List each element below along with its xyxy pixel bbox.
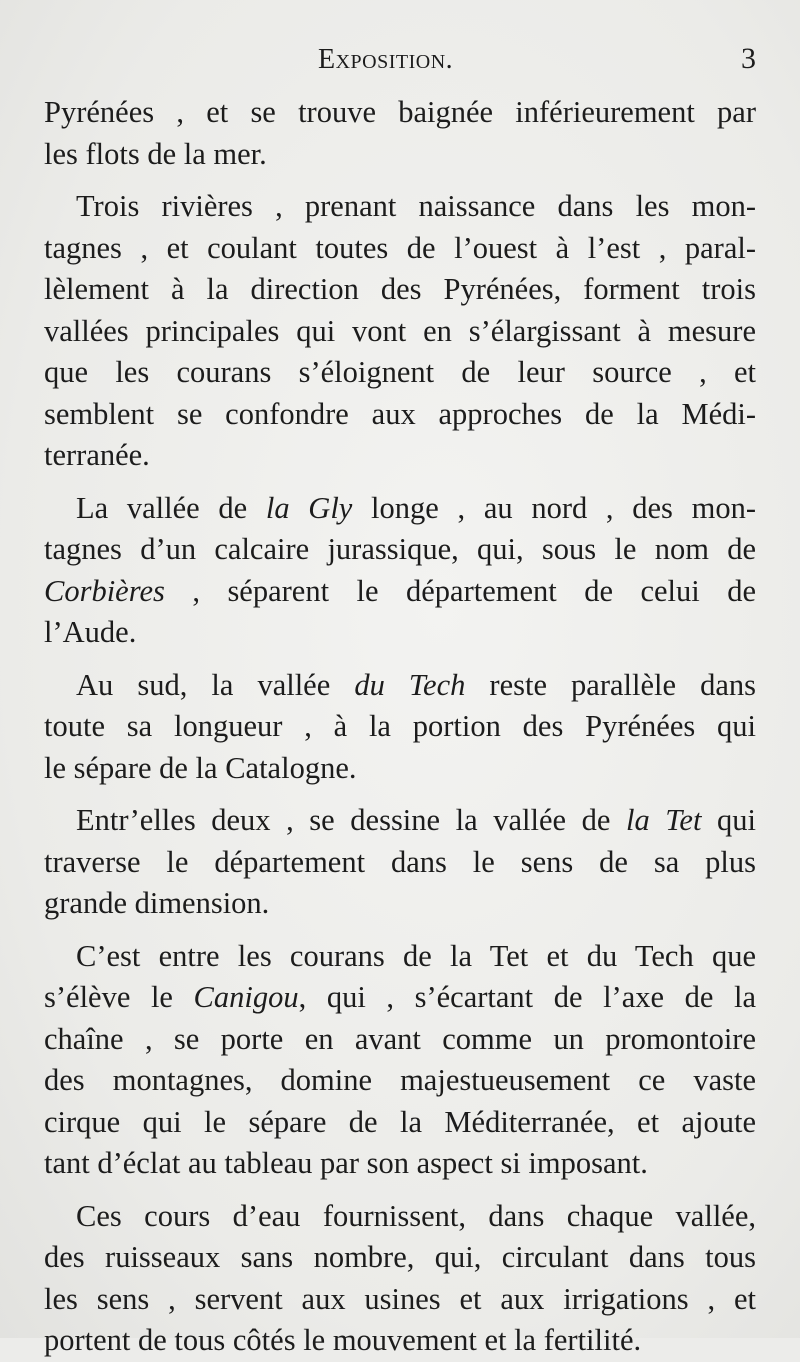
italic-run: la Tet bbox=[625, 803, 702, 837]
text-line bbox=[44, 800, 756, 842]
text-run: des ruisseaux sans nombre, qui, circulant dans tous bbox=[44, 1240, 756, 1274]
paragraph bbox=[44, 800, 756, 925]
text-line bbox=[44, 1102, 756, 1144]
text-line bbox=[44, 529, 756, 571]
text-run: les sens , servent aux usines et aux irrigations , et bbox=[44, 1281, 756, 1316]
page-number: 3 bbox=[741, 42, 756, 75]
text-line bbox=[44, 1320, 756, 1362]
text-run: Trois rivières , prenant naissance dans les mon- bbox=[76, 189, 756, 223]
italic-run: du Tech bbox=[354, 667, 466, 702]
text-line bbox=[44, 1279, 756, 1321]
text-line bbox=[44, 394, 756, 436]
text-run: , qui , s’écartant de l’axe de la bbox=[298, 980, 757, 1014]
text-line bbox=[44, 1143, 756, 1185]
text-run: terranée. bbox=[44, 438, 150, 472]
text-run: le sépare de la Catalogne. bbox=[44, 750, 357, 785]
text-run: , séparent le département de celui de bbox=[164, 573, 756, 608]
running-title: Exposition. bbox=[318, 44, 454, 75]
text-run: La vallée de bbox=[76, 490, 266, 525]
text-line bbox=[44, 665, 756, 707]
text-run: Pyrénées , et se trouve baignée inférieurement par bbox=[44, 95, 756, 129]
paragraph bbox=[44, 665, 756, 790]
text-run: l’Aude. bbox=[44, 615, 137, 649]
text-run: portent de tous côtés le mouvement et la fertilité. bbox=[44, 1323, 642, 1357]
text-line bbox=[44, 1060, 756, 1102]
text-line bbox=[44, 706, 756, 748]
text-run: chaîne , se porte en avant comme un promontoire bbox=[44, 1021, 756, 1056]
text-run: tagnes d’un calcaire jurassique, qui, sous le nom de bbox=[44, 532, 756, 566]
text-run: Au sud, la vallée bbox=[76, 667, 355, 702]
paragraph bbox=[44, 936, 756, 1185]
text-line bbox=[44, 92, 756, 134]
text-line bbox=[44, 134, 756, 176]
paragraph bbox=[44, 92, 756, 175]
text-run: Ces cours d’eau fournissent, dans chaque vallée, bbox=[76, 1198, 756, 1233]
paragraph bbox=[44, 488, 756, 654]
text-run: semblent se confondre aux approches de la Médi- bbox=[44, 396, 756, 431]
text-line bbox=[44, 936, 756, 978]
text-line bbox=[44, 1196, 756, 1238]
text-run: longe , au nord , des mon- bbox=[352, 490, 756, 525]
text-line bbox=[44, 435, 756, 477]
text-line bbox=[44, 1019, 756, 1061]
italic-run: Canigou bbox=[193, 980, 299, 1014]
text-run: que les courans s’éloignent de leur source , et bbox=[44, 355, 756, 389]
text-run: lèlement à la direction des Pyrénées, forment trois bbox=[44, 272, 756, 306]
text-line bbox=[44, 488, 756, 530]
text-run: tagnes , et coulant toutes de l’ouest à l’est , paral- bbox=[44, 230, 756, 265]
text-line bbox=[44, 612, 756, 654]
text-run: cirque qui le sépare de la Méditerranée, et ajoute bbox=[44, 1104, 756, 1139]
paragraph bbox=[44, 1196, 756, 1362]
text-line bbox=[44, 842, 756, 884]
text-line bbox=[44, 228, 756, 270]
italic-run: Corbières bbox=[44, 573, 165, 608]
text-run: C’est entre les courans de la Tet et du Tech que bbox=[76, 938, 756, 973]
text-line bbox=[44, 269, 756, 311]
body-text bbox=[44, 92, 756, 1362]
text-run: tant d’éclat au tableau par son aspect si imposant. bbox=[44, 1146, 648, 1180]
paragraph bbox=[44, 186, 756, 477]
text-run: Entr’elles deux , se dessine la vallée de bbox=[76, 803, 626, 837]
page-header bbox=[0, 42, 800, 82]
text-line bbox=[44, 883, 756, 925]
text-line bbox=[44, 311, 756, 353]
text-run: grande dimension. bbox=[44, 886, 270, 920]
text-run: toute sa longueur , à la portion des Pyrénées qui bbox=[44, 709, 756, 743]
italic-run: la Gly bbox=[265, 490, 353, 525]
text-line bbox=[44, 748, 756, 790]
text-run: qui bbox=[701, 803, 756, 837]
text-line bbox=[44, 977, 756, 1019]
text-line bbox=[44, 352, 756, 394]
text-run: reste parallèle dans bbox=[465, 667, 756, 702]
text-run: vallées principales qui vont en s’élargissant à mesure bbox=[44, 313, 756, 348]
text-run: les flots de la mer. bbox=[44, 136, 267, 171]
text-run: s’élève le bbox=[44, 980, 194, 1014]
text-run: traverse le département dans le sens de sa plus bbox=[44, 844, 756, 879]
text-line bbox=[44, 186, 756, 228]
text-run: des montagnes, domine majestueusement ce vaste bbox=[44, 1063, 756, 1097]
text-line bbox=[44, 1237, 756, 1279]
text-line bbox=[44, 571, 756, 613]
